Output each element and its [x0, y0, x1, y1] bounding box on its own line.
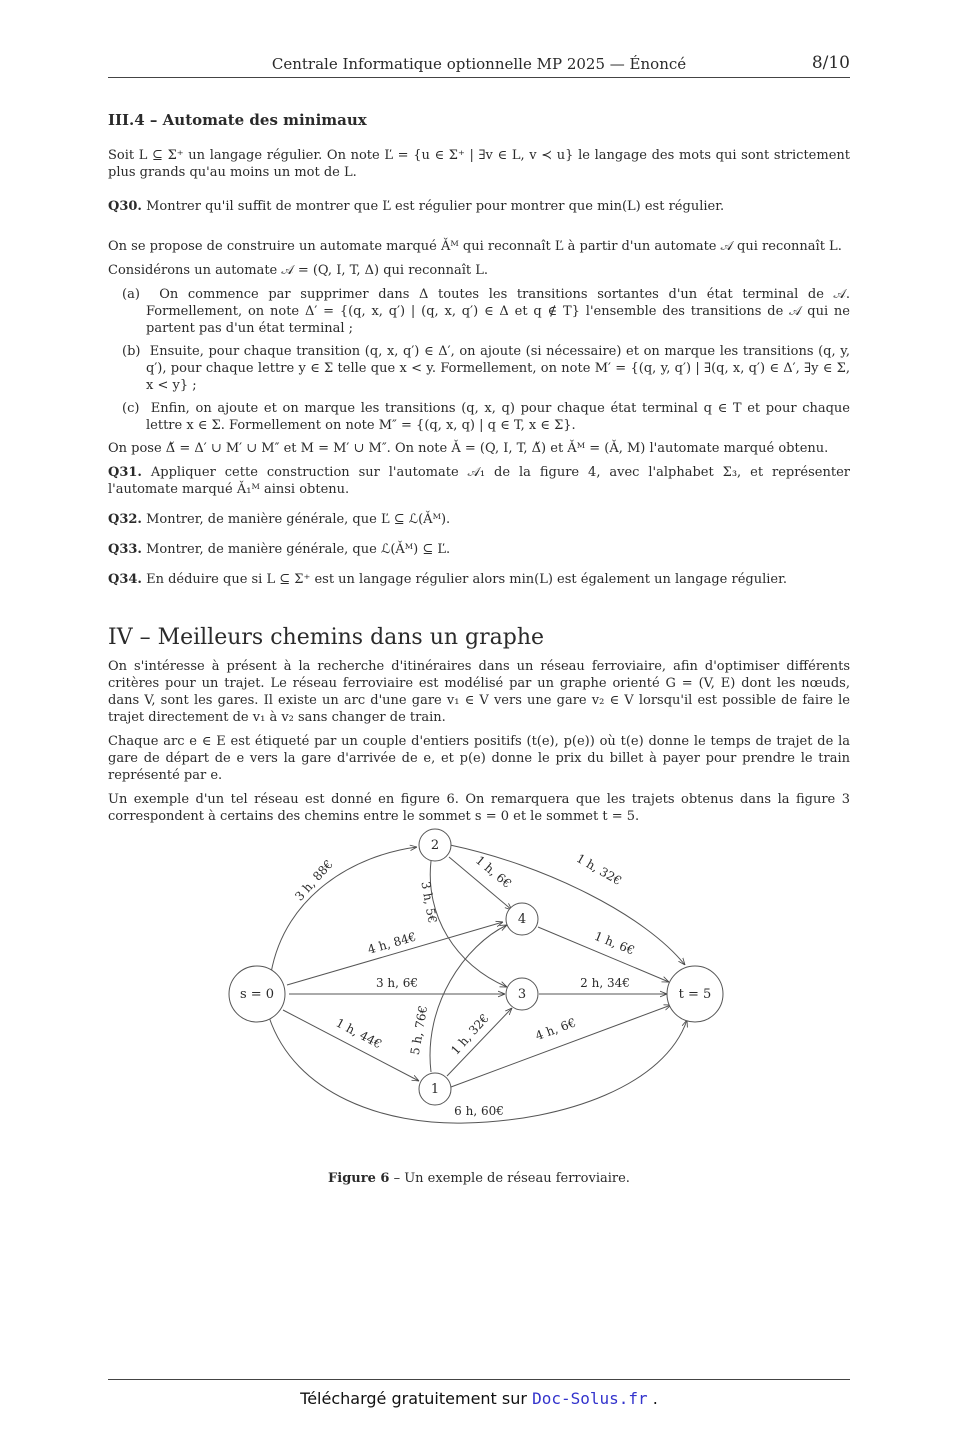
page-footer: [108, 1379, 850, 1408]
paragraph: On pose Δ̌ = Δ′ ∪ M′ ∪ M″ et M = M′ ∪ M″. On note Ǎ = (Q, I, T, Δ̌) et Ǎᴹ = (Ǎ, M) l'automate marqué obtenu.: [108, 441, 829, 456]
section-title: IV – Meilleurs chemins dans un graphe: [108, 625, 545, 650]
question-33: Q33. Montrer, de manière générale, que ℒ(Ǎᴹ) ⊆ Ľ.: [108, 542, 451, 557]
subsection-title: III.4 – Automate des minimaux: [108, 111, 367, 129]
question-34: Q34. En déduire que si L ⊆ Σ⁺ est un langage régulier alors min(L) est également un langage régulier.: [108, 572, 788, 587]
footer-link[interactable]: Doc-Solus.fr: [532, 1389, 648, 1408]
node-t-label: t = 5: [678, 987, 712, 1002]
edge-label-s-1: 1 h, 44€: [333, 1015, 385, 1052]
caption-text: – Un exemple de réseau ferroviaire.: [393, 1171, 630, 1186]
paragraph: On se propose de construire un automate marqué Ǎᴹ qui reconnaît Ľ à partir d'un automate 𝒜 qui reconnaît L.: [108, 239, 842, 254]
caption-label: Figure 6: [328, 1171, 390, 1186]
list-item: (a) On commence par supprimer dans Δ toutes les transitions sortantes d'un état terminal de 𝒜. Formellement, on note Δ′ = {(q, x, q′) | (q, x, q′) ∈ Δ et q ∉ T} l'ensemble des transitions de 𝒜 qui ne partent pas d'un état terminal ;: [122, 287, 850, 336]
node-1-label: 1: [430, 1082, 440, 1097]
node-4-label: 4: [517, 912, 527, 927]
figure-caption: [108, 1171, 850, 1186]
page-number: 8/10: [811, 53, 850, 73]
paragraph: Considérons un automate 𝒜 = (Q, I, T, Δ) qui reconnaît L.: [108, 263, 488, 278]
edge-label-4-t: 1 h, 6€: [592, 928, 637, 958]
paragraph: Un exemple d'un tel réseau est donné en figure 6. On remarquera que les trajets obtenus dans la figure 3 correspondent à certains des chemins entre le sommet s = 0 et le sommet t = 5.: [108, 792, 850, 824]
node-s-label: s = 0: [239, 987, 275, 1002]
edge-label-s-4: 4 h, 84€: [366, 929, 418, 957]
footer-end: .: [647, 1389, 658, 1408]
question-31: Q31. Appliquer cette construction sur l'automate 𝒜₁ de la figure 4, avec l'alphabet Σ₃, et représenter l'automate marqué Ǎ₁ᴹ ainsi obtenu.: [108, 465, 850, 497]
question-32: Q32. Montrer, de manière générale, que Ľ ⊆ ℒ(Ǎᴹ).: [108, 512, 451, 527]
list-item: (b) Ensuite, pour chaque transition (q, x, q′) ∈ Δ′, on ajoute (si nécessaire) et on marque les transitions (q, y, q′), pour chaque lettre y ∈ Σ telle que x < y. Formellement, on note M′ = {(q, y, q′) | ∃(q, x, q′) ∈ Δ′, ∃y ∈ Σ, x < y} ;: [122, 344, 850, 393]
edge-label-s-2: 3 h, 88€: [292, 857, 336, 904]
edge-label-1-t: 4 h, 6€: [533, 1015, 578, 1044]
railway-graph-figure: [225, 825, 730, 1130]
main-text: [108, 112, 850, 832]
graph-svg: [225, 825, 730, 1130]
edge-1-4: [430, 925, 507, 1072]
edge-label-1-4: 5 h, 76€: [407, 1004, 431, 1057]
footer-text: Téléchargé gratuitement sur: [300, 1389, 533, 1408]
paragraph: Soit L ⊆ Σ⁺ un langage régulier. On note Ľ = {u ∈ Σ⁺ | ∃v ∈ L, v ≺ u} le langage des mots qui sont strictement plus grands qu'au moins un mot de L.: [108, 148, 850, 180]
paragraph: On s'intéresse à présent à la recherche d'itinéraires dans un réseau ferroviaire, afin d'optimiser différents critères pour un trajet. Le réseau ferroviaire est modélisé par un graphe orienté G = (V, E) dont les nœuds, dans V, sont les gares. Il existe un arc d'une gare v₁ ∈ V vers une gare v₂ ∈ V lorsqu'il est possible de faire le trajet directement de v₁ à v₂ sans changer de train.: [108, 659, 850, 725]
header-title: Centrale Informatique optionnelle MP 2025 — Énoncé: [271, 55, 687, 73]
edge-label-1-3: 1 h, 32€: [448, 1011, 492, 1058]
edge-label-2-t: 1 h, 32€: [573, 851, 625, 889]
page-header: [108, 55, 850, 78]
node-2-label: 2: [430, 838, 440, 853]
paragraph: Chaque arc e ∈ E est étiqueté par un couple d'entiers positifs (t(e), p(e)) où t(e) donne le temps de trajet de la gare de départ de e vers la gare d'arrivée de e, et p(e) donne le prix du billet à payer pour prendre le train représenté par e.: [108, 734, 850, 783]
edge-label-s-3: 3 h, 6€: [375, 976, 419, 990]
list-item: (c) Enfin, on ajoute et on marque les transitions (q, x, q) pour chaque état terminal q ∈ T et pour chaque lettre x ∈ Σ. Formellement on note M″ = {(q, x, q) | q ∈ T, x ∈ Σ}.: [122, 401, 850, 433]
edge-s-2: [271, 847, 417, 973]
node-3-label: 3: [517, 987, 527, 1002]
edge-label-s-t: 6 h, 60€: [454, 1104, 504, 1118]
edge-label-3-t: 2 h, 34€: [580, 976, 630, 990]
question-30: Q30. Montrer qu'il suffit de montrer que Ľ est régulier pour montrer que min(L) est régulier.: [108, 199, 725, 214]
edge-label-2-3: 3 h, 5€: [418, 880, 440, 925]
edge-label-2-4: 1 h, 6€: [472, 853, 515, 891]
